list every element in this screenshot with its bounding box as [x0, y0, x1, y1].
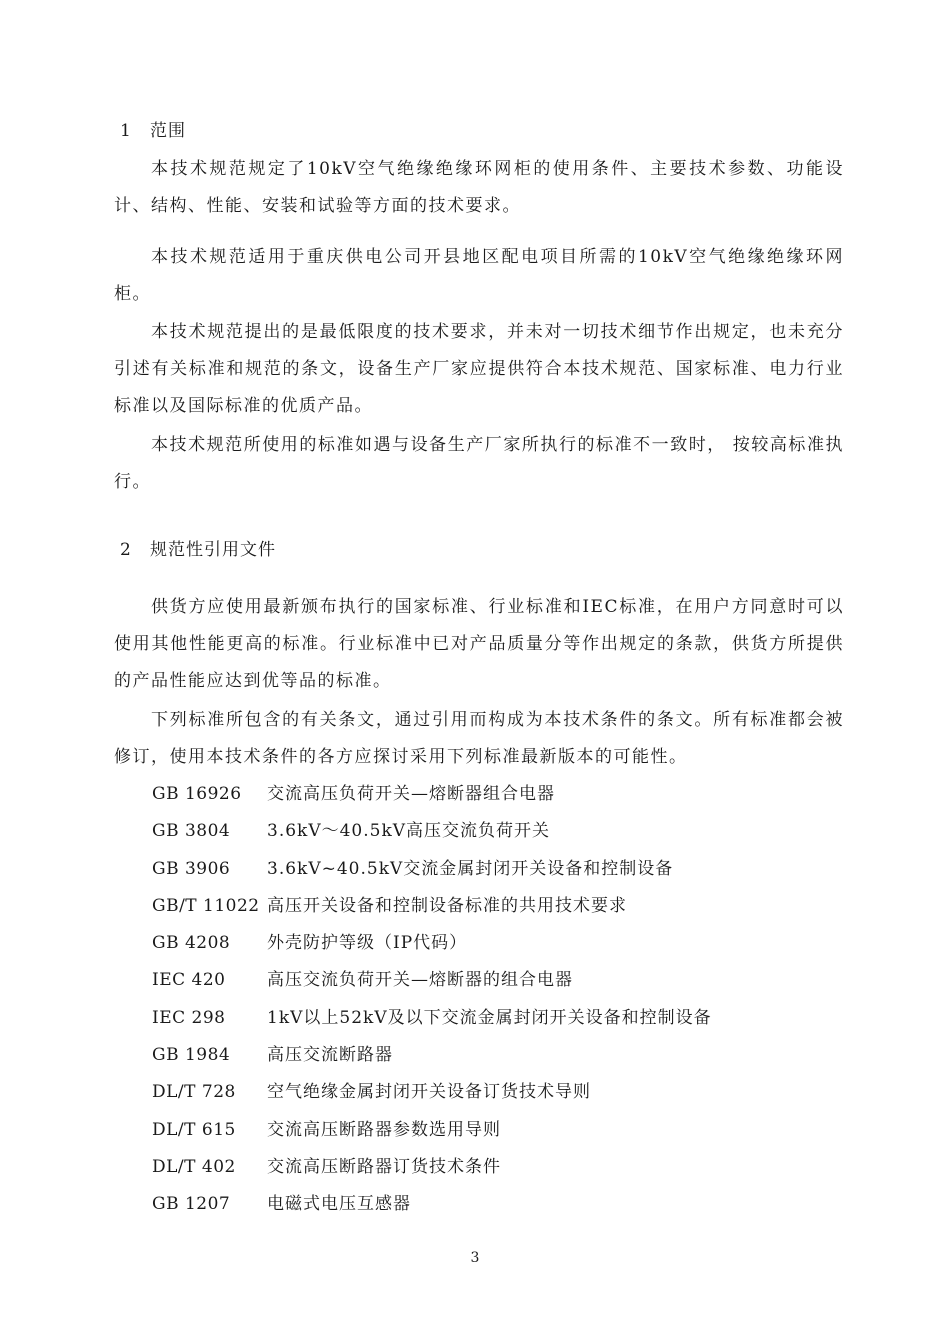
reference-code: GB 1984: [152, 1045, 231, 1066]
reference-code: DL/T 402: [152, 1156, 236, 1177]
reference-title: 空气绝缘金属封闭开关设备订货技术导则: [267, 1082, 591, 1103]
reference-title: 交流高压断路器参数选用导则: [267, 1119, 501, 1140]
reference-title: 高压开关设备和控制设备标准的共用技术要求: [267, 895, 627, 916]
reference-title: 电磁式电压互感器: [267, 1194, 411, 1215]
reference-item: [152, 1149, 712, 1186]
reference-item: [152, 1112, 712, 1149]
reference-item: [152, 962, 712, 999]
reference-title: 高压交流断路器: [267, 1045, 393, 1066]
section-2-number: 2: [120, 540, 132, 560]
reference-title: 3.6kV~40.5kV交流金属封闭开关设备和控制设备: [267, 858, 674, 879]
section-1-heading: [120, 116, 186, 141]
reference-item: [152, 813, 712, 850]
reference-title: 交流高压负荷开关—熔断器组合电器: [267, 784, 555, 804]
reference-code: GB/T 11022: [152, 895, 260, 916]
reference-code: DL/T 728: [152, 1082, 236, 1103]
reference-item: [152, 1186, 712, 1223]
section-2-paragraph: 供货方应使用最新颁布执行的国家标准、行业标准和IEC标准，在用户方同意时可以使用其他性能更高的标准。行业标准中已对产品质量分等作出规定的条款，供货方所提供的产品性能应达到优等品的标准。: [114, 597, 844, 691]
reference-title: 交流高压断路器订货技术条件: [267, 1156, 501, 1177]
reference-code: GB 4208: [152, 933, 231, 954]
reference-code: GB 3804: [152, 821, 231, 842]
section-1-paragraph: 本技术规范所使用的标准如遇与设备生产厂家所执行的标准不一致时， 按较高标准执行。: [114, 435, 844, 492]
reference-title: 1kV以上52kV及以下交流金属封闭开关设备和控制设备: [267, 1007, 712, 1028]
reference-code: IEC 298: [152, 1007, 226, 1028]
page-number: 3: [470, 1250, 480, 1266]
reference-code: DL/T 615: [152, 1119, 236, 1140]
section-1-title: 范围: [150, 121, 186, 141]
reference-item: [152, 1000, 712, 1037]
reference-item: [152, 776, 712, 813]
reference-item: [152, 888, 712, 925]
section-1-paragraph: 本技术规范提出的是最低限度的技术要求，并未对一切技术细节作出规定，也未充分引述有关标准和规范的条文，设备生产厂家应提供符合本技术规范、国家标准、电力行业标准以及国际标准的优质产品。: [114, 322, 844, 416]
section-1-paragraph: 本技术规范适用于重庆供电公司开县地区配电项目所需的10kV空气绝缘绝缘环网柜。: [114, 247, 844, 304]
reference-item: [152, 1074, 712, 1111]
reference-item: [152, 1037, 712, 1074]
reference-item: [152, 925, 712, 962]
reference-title: 高压交流负荷开关—熔断器的组合电器: [267, 970, 573, 991]
reference-item: [152, 851, 712, 888]
reference-code: IEC 420: [152, 970, 226, 991]
reference-code: GB 3906: [152, 858, 231, 879]
reference-title: 3.6kV～40.5kV高压交流负荷开关: [267, 821, 551, 842]
section-2-heading: [120, 535, 276, 560]
section-1-number: 1: [120, 121, 132, 141]
reference-code: GB 16926: [152, 784, 242, 804]
section-2-title: 规范性引用文件: [150, 540, 276, 560]
section-2-paragraph: 下列标准所包含的有关条文，通过引用而构成为本技术条件的条文。所有标准都会被修订，使用本技术条件的各方应探讨采用下列标准最新版本的可能性。: [114, 710, 844, 767]
reference-title: 外壳防护等级（IP代码）: [267, 933, 468, 954]
reference-code: GB 1207: [152, 1194, 231, 1215]
reference-list: [152, 776, 712, 1224]
section-1-paragraph: 本技术规范规定了10kV空气绝缘绝缘环网柜的使用条件、主要技术参数、功能设计、结构、性能、安装和试验等方面的技术要求。: [114, 159, 844, 216]
